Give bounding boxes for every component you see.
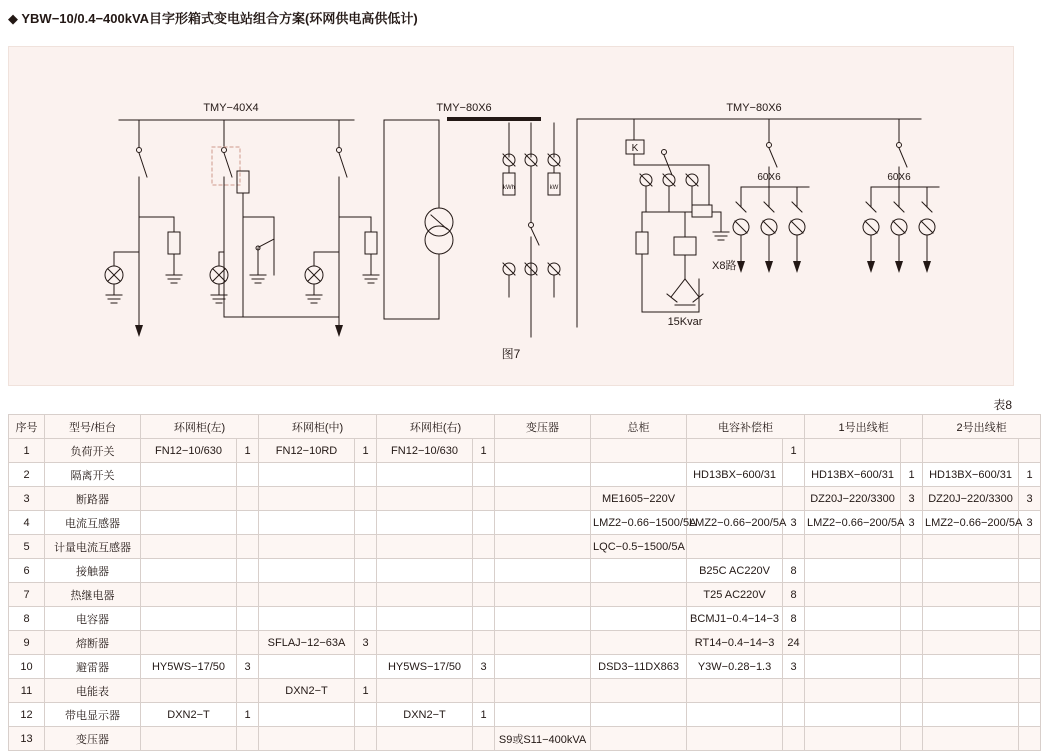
schematic-svg	[9, 47, 1013, 385]
cell-capacitor-qty: 3	[783, 511, 805, 535]
cell-hv-mid: SFLAJ−12−63A	[259, 631, 355, 655]
cell-main	[591, 439, 687, 463]
cell-out2-qty	[1019, 535, 1041, 559]
cell-hv-left-qty	[237, 463, 259, 487]
cell-out1	[805, 559, 901, 583]
cell-name: 熔断器	[45, 631, 141, 655]
cell-main	[591, 463, 687, 487]
cell-capacitor-qty: 1	[783, 439, 805, 463]
cell-capacitor-qty: 8	[783, 607, 805, 631]
cell-main	[591, 727, 687, 751]
table-row	[9, 559, 1041, 583]
cell-hv-left	[141, 559, 237, 583]
cell-out2-qty	[1019, 607, 1041, 631]
cell-out1-qty: 3	[901, 511, 923, 535]
cell-hv-left-qty	[237, 583, 259, 607]
table-row	[9, 535, 1041, 559]
cell-main	[591, 679, 687, 703]
cell-index: 10	[9, 655, 45, 679]
cell-index: 7	[9, 583, 45, 607]
cell-transformer	[495, 703, 591, 727]
cell-out2	[923, 607, 1019, 631]
cell-hv-right-qty: 1	[473, 703, 495, 727]
cell-out2-qty: 1	[1019, 463, 1041, 487]
cell-out1-qty: 3	[901, 487, 923, 511]
cell-hv-left: HY5WS−17/50	[141, 655, 237, 679]
cell-name: 电流互感器	[45, 511, 141, 535]
th-out1: 1号出线柜	[805, 415, 923, 439]
th-main-cabinet: 总柜	[591, 415, 687, 439]
cell-name: 负荷开关	[45, 439, 141, 463]
cell-capacitor-qty	[783, 535, 805, 559]
th-hv-left: 环网柜(左)	[141, 415, 259, 439]
cell-out1: HD13BX−600/31	[805, 463, 901, 487]
table-row	[9, 631, 1041, 655]
table-row	[9, 727, 1041, 751]
cell-hv-right	[377, 679, 473, 703]
cell-name: 电能表	[45, 679, 141, 703]
cell-hv-mid-qty	[355, 559, 377, 583]
schematic-diagram-panel	[8, 46, 1014, 386]
th-out2: 2号出线柜	[923, 415, 1041, 439]
cell-hv-right: DXN2−T	[377, 703, 473, 727]
cell-out2	[923, 703, 1019, 727]
cell-out1-qty	[901, 535, 923, 559]
cell-out1-qty	[901, 679, 923, 703]
cell-hv-left-qty	[237, 487, 259, 511]
cell-name: 热继电器	[45, 583, 141, 607]
table-row	[9, 439, 1041, 463]
cell-out1-qty	[901, 439, 923, 463]
cell-main	[591, 703, 687, 727]
cell-capacitor: Y3W−0.28−1.3	[687, 655, 783, 679]
cell-hv-right-qty	[473, 559, 495, 583]
page-title	[8, 8, 418, 27]
cell-hv-mid-qty: 3	[355, 631, 377, 655]
cell-hv-left	[141, 727, 237, 751]
cell-capacitor: HD13BX−600/31	[687, 463, 783, 487]
table-caption: 表8	[993, 398, 1012, 412]
cell-out1	[805, 631, 901, 655]
cell-out1-qty	[901, 559, 923, 583]
cell-capacitor	[687, 727, 783, 751]
label-tmy-80x6-b: TMY−80X6	[726, 102, 782, 114]
cell-index: 3	[9, 487, 45, 511]
cell-main: LQC−0.5−1500/5A	[591, 535, 687, 559]
table-row	[9, 607, 1041, 631]
cell-hv-mid-qty	[355, 463, 377, 487]
cell-hv-right	[377, 727, 473, 751]
cell-transformer	[495, 655, 591, 679]
cell-hv-mid: FN12−10RD	[259, 439, 355, 463]
cell-hv-right	[377, 535, 473, 559]
cell-transformer	[495, 439, 591, 463]
title-text: ◆ YBW−10/0.4−400kVA目字形箱式变电站组合方案(环网供电高供低计)	[8, 11, 418, 26]
label-15kvar: 15Kvar	[667, 316, 703, 328]
cell-capacitor-qty	[783, 463, 805, 487]
cell-capacitor: T25 AC220V	[687, 583, 783, 607]
cell-out2-qty	[1019, 631, 1041, 655]
cell-out1	[805, 679, 901, 703]
cell-out1	[805, 703, 901, 727]
cell-hv-right	[377, 583, 473, 607]
label-x8: X8路	[712, 260, 737, 272]
label-tmy-40x4: TMY−40X4	[203, 102, 259, 114]
table-row	[9, 487, 1041, 511]
cell-hv-left-qty	[237, 631, 259, 655]
cell-out1	[805, 583, 901, 607]
cell-hv-mid-qty	[355, 511, 377, 535]
cell-name: 断路器	[45, 487, 141, 511]
cell-main: ME1605−220V	[591, 487, 687, 511]
cell-out2-qty: 3	[1019, 487, 1041, 511]
cell-index: 4	[9, 511, 45, 535]
cell-capacitor	[687, 439, 783, 463]
table-row	[9, 463, 1041, 487]
cell-capacitor-qty	[783, 727, 805, 751]
cell-hv-mid-qty	[355, 655, 377, 679]
cell-index: 13	[9, 727, 45, 751]
cell-out1	[805, 535, 901, 559]
cell-name: 隔离开关	[45, 463, 141, 487]
cell-hv-mid-qty	[355, 487, 377, 511]
cell-index: 2	[9, 463, 45, 487]
cell-out1-qty	[901, 703, 923, 727]
cell-hv-left	[141, 511, 237, 535]
cell-hv-mid	[259, 511, 355, 535]
cell-main: DSD3−11DX863	[591, 655, 687, 679]
cell-name: 避雷器	[45, 655, 141, 679]
cell-hv-right	[377, 607, 473, 631]
cell-out1: LMZ2−0.66−200/5A	[805, 511, 901, 535]
cell-out1-qty	[901, 727, 923, 751]
cell-capacitor-qty: 3	[783, 655, 805, 679]
table-header-row	[9, 415, 1041, 439]
cell-hv-left	[141, 607, 237, 631]
cell-out2-qty	[1019, 727, 1041, 751]
cell-hv-left	[141, 679, 237, 703]
cell-hv-left	[141, 535, 237, 559]
cell-out1-qty	[901, 607, 923, 631]
cell-index: 12	[9, 703, 45, 727]
cell-hv-left-qty: 1	[237, 703, 259, 727]
table-row	[9, 679, 1041, 703]
cell-hv-mid-qty	[355, 607, 377, 631]
cell-hv-left	[141, 463, 237, 487]
cell-hv-left	[141, 487, 237, 511]
cell-index: 6	[9, 559, 45, 583]
svg-text:kWh: kWh	[503, 185, 515, 191]
cell-hv-left-qty: 3	[237, 655, 259, 679]
cell-hv-right	[377, 559, 473, 583]
cell-out1	[805, 655, 901, 679]
cell-hv-mid-qty	[355, 727, 377, 751]
label-60x6-b: 60X6	[887, 172, 911, 183]
cell-hv-right-qty: 1	[473, 439, 495, 463]
cell-capacitor: B25C AC220V	[687, 559, 783, 583]
cell-hv-right-qty	[473, 463, 495, 487]
cell-hv-mid	[259, 607, 355, 631]
table-row	[9, 655, 1041, 679]
cell-out1	[805, 439, 901, 463]
cell-capacitor: RT14−0.4−14−3	[687, 631, 783, 655]
cell-name: 计量电流互感器	[45, 535, 141, 559]
cell-out2-qty	[1019, 655, 1041, 679]
cell-out2	[923, 535, 1019, 559]
cell-out1: DZ20J−220/3300	[805, 487, 901, 511]
th-transformer: 变压器	[495, 415, 591, 439]
cell-out2	[923, 631, 1019, 655]
cell-hv-left: FN12−10/630	[141, 439, 237, 463]
cell-out2: HD13BX−600/31	[923, 463, 1019, 487]
cell-main	[591, 559, 687, 583]
cell-hv-right-qty	[473, 607, 495, 631]
table-row	[9, 703, 1041, 727]
cell-capacitor: BCMJ1−0.4−14−3	[687, 607, 783, 631]
label-tmy-80x6-a: TMY−80X6	[436, 102, 492, 114]
cell-transformer	[495, 631, 591, 655]
cell-hv-left-qty: 1	[237, 439, 259, 463]
cell-out1-qty: 1	[901, 463, 923, 487]
cell-hv-right	[377, 487, 473, 511]
cell-out1	[805, 607, 901, 631]
cell-hv-right: HY5WS−17/50	[377, 655, 473, 679]
cell-hv-right-qty: 3	[473, 655, 495, 679]
cell-out2-qty	[1019, 439, 1041, 463]
cell-hv-right-qty	[473, 583, 495, 607]
cell-name: 变压器	[45, 727, 141, 751]
cell-out1-qty	[901, 583, 923, 607]
cell-transformer: S9或S11−400kVA	[495, 727, 591, 751]
cell-transformer	[495, 679, 591, 703]
th-hv-mid: 环网柜(中)	[259, 415, 377, 439]
cell-index: 11	[9, 679, 45, 703]
cell-capacitor-qty	[783, 703, 805, 727]
cell-capacitor	[687, 487, 783, 511]
cell-hv-mid-qty	[355, 583, 377, 607]
cell-capacitor-qty: 8	[783, 583, 805, 607]
cell-hv-left-qty	[237, 607, 259, 631]
cell-name: 接触器	[45, 559, 141, 583]
cell-hv-right-qty	[473, 487, 495, 511]
th-index: 序号	[9, 415, 45, 439]
cell-out2	[923, 655, 1019, 679]
cell-hv-mid-qty	[355, 703, 377, 727]
cell-capacitor	[687, 703, 783, 727]
cell-out2: LMZ2−0.66−200/5A	[923, 511, 1019, 535]
cell-hv-mid	[259, 703, 355, 727]
cell-main	[591, 631, 687, 655]
cell-hv-left-qty	[237, 511, 259, 535]
cell-out2	[923, 439, 1019, 463]
cell-transformer	[495, 583, 591, 607]
table-row	[9, 583, 1041, 607]
label-60x6-a: 60X6	[757, 172, 781, 183]
cell-capacitor	[687, 679, 783, 703]
cell-out2	[923, 583, 1019, 607]
cell-hv-mid	[259, 559, 355, 583]
cell-hv-left-qty	[237, 727, 259, 751]
cell-transformer	[495, 535, 591, 559]
cell-index: 5	[9, 535, 45, 559]
cell-index: 9	[9, 631, 45, 655]
cell-hv-mid	[259, 487, 355, 511]
th-model: 型号/柜台	[45, 415, 141, 439]
cell-capacitor: LMZ2−0.66−200/5A	[687, 511, 783, 535]
figure-caption: 图7	[501, 347, 521, 361]
cell-hv-right-qty	[473, 679, 495, 703]
cell-hv-left-qty	[237, 679, 259, 703]
cell-out2	[923, 559, 1019, 583]
cell-hv-left	[141, 631, 237, 655]
cell-hv-mid	[259, 655, 355, 679]
cell-capacitor-qty: 24	[783, 631, 805, 655]
cell-hv-mid	[259, 463, 355, 487]
cell-name: 电容器	[45, 607, 141, 631]
cell-out2-qty	[1019, 703, 1041, 727]
cell-hv-right-qty	[473, 511, 495, 535]
cell-hv-left-qty	[237, 559, 259, 583]
cell-hv-right-qty	[473, 535, 495, 559]
table-row	[9, 511, 1041, 535]
cell-out1	[805, 727, 901, 751]
cell-hv-mid-qty	[355, 535, 377, 559]
cell-out2-qty	[1019, 679, 1041, 703]
cell-out1-qty	[901, 631, 923, 655]
cell-hv-right	[377, 631, 473, 655]
svg-text:kW: kW	[549, 185, 559, 191]
cell-out2-qty: 3	[1019, 511, 1041, 535]
cell-hv-mid-qty: 1	[355, 679, 377, 703]
cell-hv-right	[377, 463, 473, 487]
cell-hv-left-qty	[237, 535, 259, 559]
cell-hv-left: DXN2−T	[141, 703, 237, 727]
cell-out1-qty	[901, 655, 923, 679]
cell-transformer	[495, 559, 591, 583]
cell-transformer	[495, 463, 591, 487]
cell-out2: DZ20J−220/3300	[923, 487, 1019, 511]
cell-hv-mid: DXN2−T	[259, 679, 355, 703]
cell-transformer	[495, 607, 591, 631]
cell-out2	[923, 679, 1019, 703]
cell-hv-right: FN12−10/630	[377, 439, 473, 463]
cell-main: LMZ2−0.66−1500/5A	[591, 511, 687, 535]
cell-main	[591, 583, 687, 607]
cell-hv-left	[141, 583, 237, 607]
cell-capacitor-qty	[783, 487, 805, 511]
th-capacitor: 电容补偿柜	[687, 415, 805, 439]
cell-name: 带电显示器	[45, 703, 141, 727]
cell-hv-right-qty	[473, 727, 495, 751]
cell-capacitor	[687, 535, 783, 559]
cell-hv-mid	[259, 583, 355, 607]
cell-hv-mid	[259, 727, 355, 751]
table-body	[9, 439, 1041, 751]
cell-out2-qty	[1019, 583, 1041, 607]
cell-capacitor-qty: 8	[783, 559, 805, 583]
cell-hv-mid	[259, 535, 355, 559]
cell-out2	[923, 727, 1019, 751]
cell-hv-mid-qty: 1	[355, 439, 377, 463]
th-hv-right: 环网柜(右)	[377, 415, 495, 439]
cell-index: 1	[9, 439, 45, 463]
cell-transformer	[495, 511, 591, 535]
cell-out2-qty	[1019, 559, 1041, 583]
cell-hv-right-qty	[473, 631, 495, 655]
cell-hv-right	[377, 511, 473, 535]
cell-main	[591, 607, 687, 631]
specification-table	[8, 414, 1041, 751]
cell-index: 8	[9, 607, 45, 631]
cell-capacitor-qty	[783, 679, 805, 703]
cell-transformer	[495, 487, 591, 511]
label-k: K	[631, 143, 639, 154]
